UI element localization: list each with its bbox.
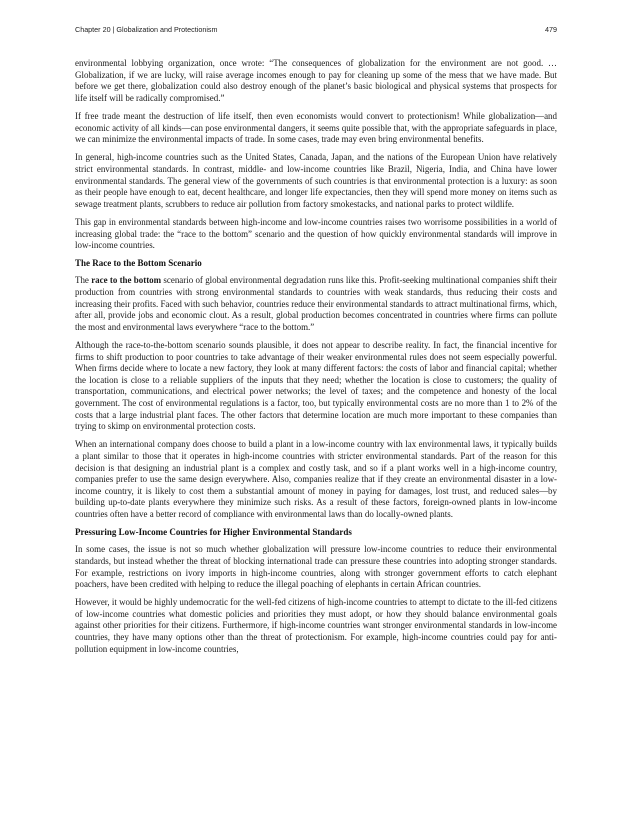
- paragraph-7: When an international company does choose to build a plant in a low-income country with lax environmental laws, it typically builds a plant similar to those that it operates in high-income countries with stricter environmental standards. Part of the reason for this decision is that designing an industrial plant is a complex and costly task, and so if a plant works well in a high-income country, companies prefer to use the same design everywhere. Also, companies realize that if they create an environmental disaster in a low-income country, it is likely to cost them a substantial amount of money in paying for damages, lost trust, and reduced sales—by building up-to-date plants everywhere they minimize such risks. As a result of these factors, foreign-owned plants in low-income countries often have a better record of compliance with environmental laws than do locally-owned plants.: [75, 439, 557, 519]
- paragraph-5: [75, 275, 557, 333]
- paragraph-1: environmental lobbying organization, once wrote: “The consequences of globalization for the environment are not good. … Globalization, if we are lucky, will raise average incomes enough to pay for cleaning up some of the mess that we have made. But before we get there, globalization could also destroy enough of the planet’s basic biological and physical systems that prospects for life itself will be radically compromised.”: [75, 58, 557, 103]
- section-heading-race-to-bottom: The Race to the Bottom Scenario: [75, 258, 202, 269]
- paragraph-2: If free trade meant the destruction of life itself, then even economists would convert to protectionism! While globalization—and economic activity of all kinds—can pose environmental dangers, it seems quite possible that, with the appropriate safeguards in place, we can minimize the environmental impacts of trade. In some cases, trade may even bring environmental benefits.: [75, 110, 557, 145]
- running-header: [75, 25, 557, 37]
- paragraph-9: However, it would be highly undemocratic for the well-fed citizens of high-income countries to attempt to dictate to the ill-fed citizens of low-income countries what domestic policies and priorities they must adopt, or how they should balance environmental goals against other priorities for their citizens. Furthermore, if high-income countries want stronger environmental standards in low-income countries, they have many options other than the threat of protectionism. For example, high-income countries could pay for anti-pollution equipment in low-income countries,: [75, 597, 557, 654]
- paragraph-3: In general, high-income countries such as the United States, Canada, Japan, and the nations of the European Union have relatively strict environmental standards. In contrast, middle- and low-income countries like Brazil, Nigeria, India, and China have lower environmental standards. The general view of the governments of such countries is that environmental protection is a luxury: as soon as their people have enough to eat, decent healthcare, and longer life expectancies, then they will spend more money on items such as sewage treatment plants, scrubbers to reduce air pollution from factory smokestacks, and national parks to protect wildlife.: [75, 152, 557, 209]
- body-text: [75, 58, 557, 662]
- paragraph-5-lead: The: [75, 275, 92, 286]
- paragraph-6: Although the race-to-the-bottom scenario sounds plausible, it does not appear to describe reality. In fact, the financial incentive for firms to shift production to poor countries to take advantage of their weaker environmental rules does not seem especially powerful. When firms decide where to locate a new factory, they look at many different factors: the costs of labor and financial capital; whether the location is close to a reliable suppliers of the inputs that they need; whether the location is close to customers; the quality of transportation, communications, and electrical power networks; the level of taxes; and the competence and honesty of the local government. The cost of environmental regulations is a factor, too, but typically environmental costs are no more than 1 to 2% of the costs that a large industrial plant faces. The other factors that determine location are much more important to these companies than trying to skimp on environmental protection costs.: [75, 340, 557, 432]
- chapter-title: Chapter 20 | Globalization and Protectionism: [75, 25, 218, 34]
- key-term-race-to-the-bottom: race to the bottom: [91, 275, 162, 286]
- page-number: 479: [545, 25, 557, 34]
- paragraph-4: This gap in environmental standards between high-income and low-income countries raises two worrisome possibilities in a world of increasing global trade: the “race to the bottom” scenario and the question of how quickly environmental standards will improve in low-income countries.: [75, 216, 557, 251]
- paragraph-5-rest: scenario of global environmental degradation runs like this. Profit-seeking multinational companies shift their production from countries with strong environmental standards to countries with weak standards, thus reducing their costs and increasing their profits. Faced with such behavior, countries reduce their environmental standards to attract multinational firms, which, after all, provide jobs and economic clout. As a result, global production becomes concentrated in countries where firms can pollute the most and environmental laws everywhere “race to the bottom.”: [75, 275, 557, 332]
- paragraph-8: In some cases, the issue is not so much whether globalization will pressure low-income countries to reduce their environmental standards, but instead whether the threat of blocking international trade can pressure these countries into adopting stronger standards. For example, restrictions on ivory imports in high-income countries, along with stronger government efforts to catch elephant poachers, have been credited with helping to reduce the illegal poaching of elephants in certain African countries.: [75, 544, 557, 590]
- section-heading-pressuring: Pressuring Low-Income Countries for Higher Environmental Standards: [75, 527, 352, 538]
